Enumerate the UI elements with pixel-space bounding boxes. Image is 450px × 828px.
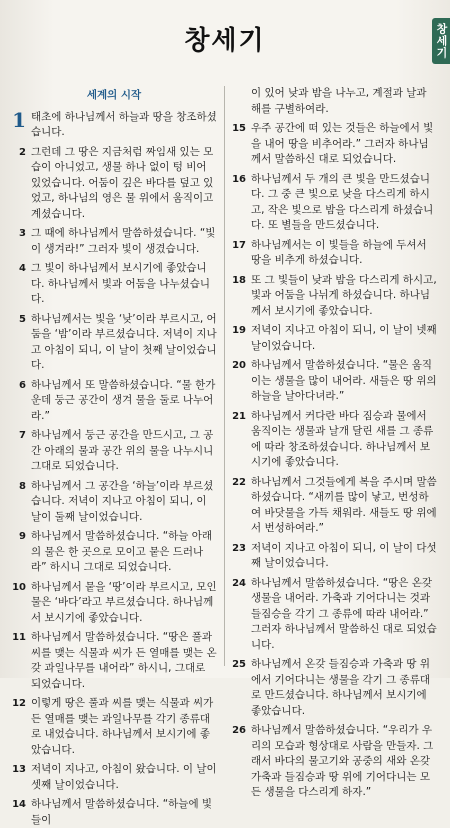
verse (230, 541, 438, 572)
verse-text: 이 있어 낮과 밤을 나누고, 계절과 날과 해를 구별하여라. (251, 87, 427, 115)
verse-continuation (230, 86, 438, 117)
verse-text: 하나님께서 말씀하셨습니다. “하늘 아래의 물은 한 곳으로 모이고 뭍은 드러나라” 하시니 그대로 되었습니다. (31, 530, 213, 573)
verse-text: 하나님께서 커다란 바다 짐승과 물에서 움직이는 생물과 날개 달린 새를 그 종류에 따라 창조하셨습니다. 하나님께서 보시기에 좋았습니다. (251, 409, 434, 468)
verse-number: 4 (19, 263, 26, 274)
verse-text: 하나님께서 그것들에게 복을 주시며 말씀하셨습니다. “새끼를 많이 낳고, 번성하여 바닷물을 가득 채워라. 새들도 땅 위에서 번성하여라.” (251, 475, 437, 534)
verse-text: 하나님께서 온갖 들짐승과 가축과 땅 위에서 기어다니는 생물을 각기 그 종류대로 만드셨습니다. 하나님께서 보시기에 좋았습니다. (251, 658, 430, 717)
verse-number: 8 (19, 480, 26, 492)
verse-text: 태초에 하나님께서 하늘과 땅을 창조하셨습니다. (31, 110, 217, 138)
text-columns (10, 86, 438, 826)
verse-number: 21 (232, 410, 246, 422)
verse (10, 261, 218, 308)
verse-number: 3 (19, 228, 26, 239)
right-column (230, 86, 438, 798)
left-column (10, 86, 218, 826)
verse (230, 475, 438, 537)
verse (10, 696, 218, 758)
verse-number: 25 (232, 659, 246, 670)
verse (230, 576, 438, 654)
verse-number: 5 (19, 313, 26, 325)
verse-text: 그런데 그 땅은 지금처럼 짜임새 있는 모습이 아니었고, 생물 하나 없이 텅 비어 있었습니다. 어둠이 깊은 바다를 덮고 있었고, 하나님의 영은 물 위에서 움직이고 계셨습니다. (31, 145, 214, 220)
verse (10, 762, 218, 793)
verse-number: 13 (12, 764, 26, 775)
verse (230, 323, 438, 354)
verse-number: 14 (12, 799, 26, 810)
verse-text: 이렇게 땅은 풀과 씨를 맺는 식물과 씨가 든 열매를 맺는 과일나무를 각기 종류대로 내었습니다. 하나님께서 보시기에 좋았습니다. (31, 697, 214, 756)
column-divider (224, 86, 225, 666)
verse (230, 723, 438, 801)
verse (10, 107, 218, 141)
verse-number: 2 (19, 146, 26, 158)
verse-number: 20 (232, 360, 246, 371)
verse (10, 428, 218, 475)
verse-text: 저녁이 지나고, 아침이 왔습니다. 이 날이 셋째 날이었습니다. (31, 763, 217, 791)
verse-text: 우주 공간에 떠 있는 것들은 하늘에서 빛을 내어 땅을 비추어라.” 그러자 하나님께서 말씀하신 대로 되었습니다. (251, 122, 434, 165)
verse-number: 23 (232, 542, 246, 554)
verse-number: 16 (232, 173, 246, 185)
verse-number: 12 (12, 698, 26, 709)
verse-number: 15 (232, 123, 246, 134)
verse-text: 하나님께서는 이 빛들을 하늘에 두셔서 땅을 비추게 하셨습니다. (251, 238, 427, 266)
verse (230, 172, 438, 234)
verse-text: 저녁이 지나고 아침이 되니, 이 날이 다섯째 날이었습니다. (251, 541, 437, 569)
verse (230, 657, 438, 719)
verse-number: 22 (232, 476, 246, 488)
verse-text: 그 빛이 하나님께서 보시기에 좋았습니다. 하나님께서 빛과 어둠을 나누셨습니다. (31, 262, 210, 305)
verse (10, 145, 218, 223)
verse-text: 하나님께서 둥근 공간을 만드시고, 그 공간 아래의 물과 공간 위의 물을 나누시니 그대로 되었습니다. (31, 429, 214, 472)
verse-number: 26 (232, 725, 246, 736)
verse-text: 저녁이 지나고 아침이 되니, 이 날이 넷째 날이었습니다. (251, 324, 437, 352)
verse-number: 19 (232, 325, 246, 336)
verse-text: 하나님께서 뭍을 ‘땅’이라 부르시고, 모인 물은 ‘바다’라고 부르셨습니다. 하나님께서 보시기에 좋았습니다. (31, 580, 217, 624)
verse-text: 하나님께서 또 말씀하셨습니다. “물 한가운데 둥근 공간이 생겨 물을 둘로 나누어라.” (31, 378, 216, 422)
verse-number: 11 (12, 632, 26, 643)
verse-number: 10 (12, 581, 26, 593)
verse-number: 18 (232, 274, 246, 286)
verse-text: 하나님께서 두 개의 큰 빛을 만드셨습니다. 그 중 큰 빛으로 낮을 다스리게 하시고, 작은 빛으로 밤을 다스리게 하셨습니다. 또 별들을 만드셨습니다. (251, 172, 434, 231)
verse-text: 하나님께서 말씀하셨습니다. “땅은 온갖 생물을 내어라. 가축과 기어다니는 것과 들짐승을 각기 그 종류에 따라 내어라.” 그러자 하나님께서 말씀하신 대로 되었습니다. (251, 576, 437, 651)
verse-text: 하나님께서는 빛을 ‘낮’이라 부르시고, 어둠을 ‘밤’이라 부르셨습니다. 저녁이 지나고 아침이 되니, 이 날이 첫째 날이었습니다. (31, 312, 217, 371)
verse (10, 479, 218, 526)
verse (230, 358, 438, 405)
verse-text: 하나님께서 말씀하셨습니다. “땅은 풀과 씨를 맺는 식물과 씨가 든 열매를 맺는 온갖 과일나무를 내어라” 하시니, 그대로 되었습니다. (31, 631, 217, 690)
verse-text: 하나님께서 그 공간을 ‘하늘’이라 부르셨습니다. 저녁이 지나고 아침이 되니, 이 날이 둘째 날이었습니다. (31, 479, 214, 523)
verse-number: 17 (232, 239, 246, 251)
page-title: 창세기 (184, 26, 266, 56)
verse-text: 하나님께서 말씀하셨습니다. “우리가 우리의 모습과 형상대로 사람을 만들자. 그래서 바다의 물고기와 공중의 새와 온갖 가축과 들짐승과 땅 위에 기어다니는 모든 생물을 다스리게 하자.” (251, 724, 434, 798)
verse-text: 그 때에 하나님께서 말씀하셨습니다. “빛이 생겨라!” 그러자 빛이 생겼습니다. (31, 227, 216, 255)
verse-number: 1 (12, 107, 26, 132)
verse (10, 312, 218, 374)
verse-text: 하나님께서 말씀하셨습니다. “하늘에 빛들이 (31, 798, 213, 826)
verse-number: 7 (19, 430, 26, 441)
verse (230, 273, 438, 320)
verse (10, 630, 218, 692)
verse (10, 529, 218, 576)
verse (10, 226, 218, 257)
verse (10, 378, 218, 425)
verse-number: 9 (19, 531, 26, 542)
verse-number: 6 (19, 379, 26, 391)
verse-text: 또 그 빛들이 낮과 밤을 다스리게 하시고, 빛과 어둠을 나뉘게 하셨습니다. 하나님께서 보시기에 좋았습니다. (251, 273, 437, 317)
verse (230, 121, 438, 168)
section-heading: 세계의 시작 (86, 89, 142, 101)
verse (230, 409, 438, 471)
book-tab[interactable]: 창세기 (432, 18, 450, 64)
verse (10, 580, 218, 627)
verse (230, 238, 438, 269)
verse-text: 하나님께서 말씀하셨습니다. “물은 움직이는 생물을 많이 내어라. 새들은 땅 위의 하늘을 날아다녀라.” (251, 359, 437, 402)
verse (10, 797, 218, 828)
verse-number: 24 (232, 577, 246, 589)
